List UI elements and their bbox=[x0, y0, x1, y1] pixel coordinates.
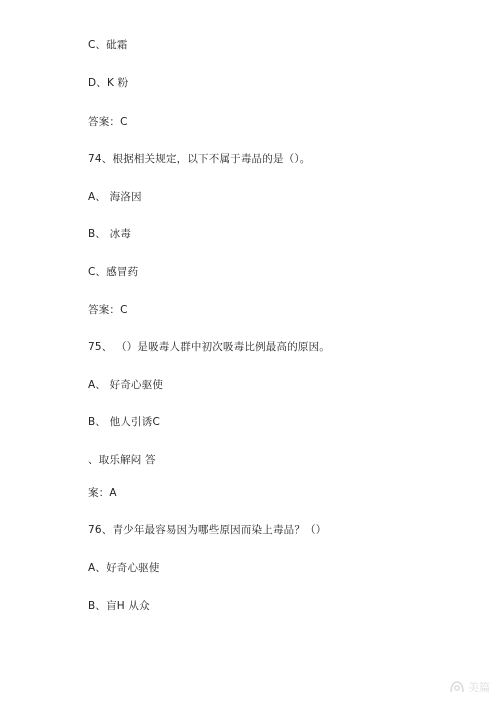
question-76: 76、青少年最容易因为哪些原因而染上毒品？（） bbox=[88, 524, 327, 536]
watermark bbox=[449, 679, 490, 695]
meipian-logo-icon bbox=[449, 680, 465, 694]
q74-option-c: C、感冒药 bbox=[88, 266, 139, 278]
answer-75: 案：A bbox=[88, 487, 117, 499]
q76-option-a: A、好奇心驱使 bbox=[88, 562, 160, 574]
q75-option-b: B、 他人引诱C bbox=[88, 416, 160, 428]
q74-option-a: A、 海洛因 bbox=[88, 191, 142, 203]
q74-option-b: B、 冰毒 bbox=[88, 228, 132, 240]
q75-option-a: A、 好奇心驱使 bbox=[88, 379, 164, 391]
option-c-arsenic: C、砒霜 bbox=[88, 39, 128, 51]
answer-74: 答案：C bbox=[88, 304, 128, 316]
answer-73: 答案：C bbox=[88, 116, 128, 128]
q76-option-b: B、盲H 从众 bbox=[88, 600, 150, 612]
question-75: 75、 （）是吸毒人群中初次吸毒比例最高的原因。 bbox=[88, 341, 330, 353]
option-d-ketamine: D、K 粉 bbox=[88, 77, 129, 89]
watermark-text: 美篇 bbox=[468, 681, 490, 694]
q75-option-c-fragment: 、取乐解闷 答 bbox=[88, 454, 156, 466]
question-74: 74、根据相关规定，以下不属于毒品的是（）。 bbox=[88, 153, 311, 165]
